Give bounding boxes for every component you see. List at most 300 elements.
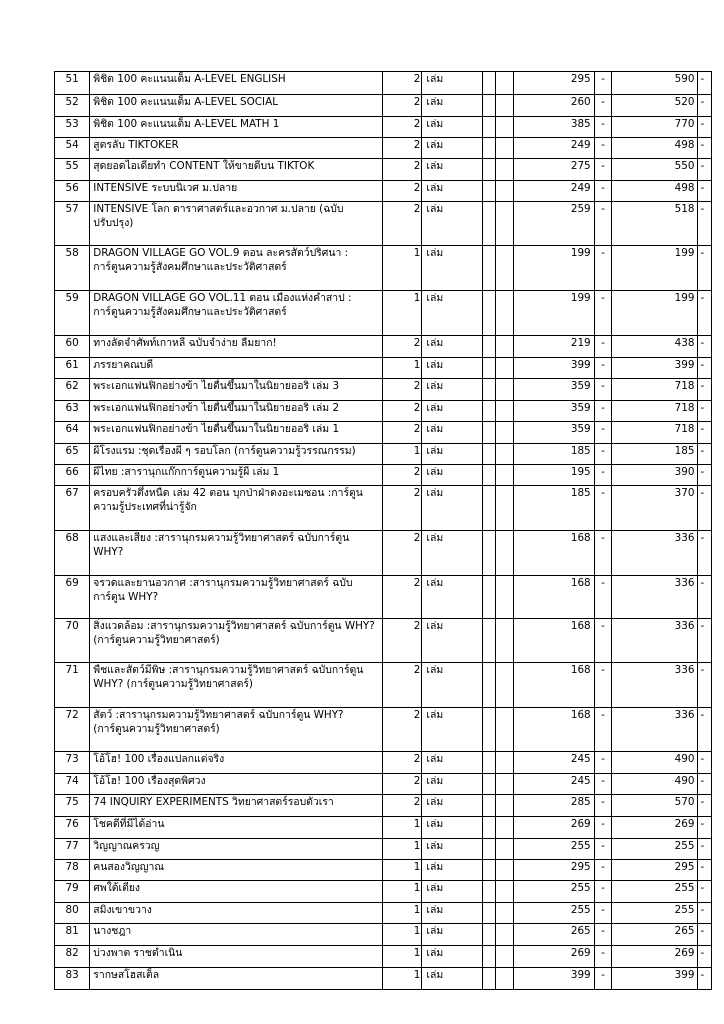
item-price: 168	[513, 531, 594, 576]
item-total: 490	[612, 774, 698, 795]
item-quantity: 2	[382, 795, 421, 817]
item-title: ภรรยาคณบดี	[90, 358, 383, 379]
blank-cell	[496, 95, 514, 117]
blank-cell	[482, 619, 495, 663]
item-price: 285	[513, 795, 594, 817]
blank-cell	[482, 531, 495, 576]
item-quantity: 2	[382, 486, 421, 531]
item-title: INTENSIVE ระบบนิเวศ ม.ปลาย	[90, 181, 383, 202]
item-price: 269	[513, 817, 594, 839]
item-quantity: 2	[382, 576, 421, 619]
item-title: ศพใต้เตียง	[90, 881, 383, 903]
item-quantity: 1	[382, 291, 421, 336]
item-title: พระเอกแฟนฟิกอย่างข้า ไยตื่นขึ้นมาในนิยายออริ เล่ม 1	[90, 422, 383, 444]
item-unit: เล่ม	[422, 619, 482, 663]
blank-cell	[496, 968, 514, 990]
blank-cell	[496, 401, 514, 422]
item-mark: -	[698, 401, 712, 422]
blank-cell	[482, 422, 495, 444]
item-mark: -	[698, 881, 712, 903]
item-price: 359	[513, 401, 594, 422]
item-discount: -	[594, 138, 612, 159]
book-order-table	[54, 71, 712, 990]
blank-cell	[496, 336, 514, 358]
item-total: 520	[612, 95, 698, 117]
item-unit: เล่ม	[422, 774, 482, 795]
table-row	[55, 619, 712, 663]
table-row	[55, 946, 712, 968]
item-total: 269	[612, 946, 698, 968]
item-mark: -	[698, 774, 712, 795]
item-title: ครอบครัวตึ๋งหนืด เล่ม 42 ตอน บุกป่าฝ่าดงอะเมซอน :การ์ตูนความรู้ประเทศที่น่ารู้จัก	[90, 486, 383, 531]
item-total: 255	[612, 903, 698, 924]
item-number: 51	[55, 72, 90, 95]
table-row	[55, 138, 712, 159]
blank-cell	[482, 576, 495, 619]
blank-cell	[482, 138, 495, 159]
item-discount: -	[594, 752, 612, 774]
table-row	[55, 839, 712, 860]
blank-cell	[496, 422, 514, 444]
blank-cell	[482, 117, 495, 138]
item-number: 67	[55, 486, 90, 531]
item-unit: เล่ม	[422, 795, 482, 817]
blank-cell	[496, 465, 514, 486]
item-total: 770	[612, 117, 698, 138]
item-unit: เล่ม	[422, 708, 482, 752]
blank-cell	[496, 839, 514, 860]
table-row	[55, 358, 712, 379]
blank-cell	[482, 663, 495, 708]
item-unit: เล่ม	[422, 291, 482, 336]
blank-cell	[482, 839, 495, 860]
table-row	[55, 379, 712, 401]
table-row	[55, 422, 712, 444]
item-quantity: 2	[382, 159, 421, 181]
item-total: 438	[612, 336, 698, 358]
item-total: 390	[612, 465, 698, 486]
item-number: 68	[55, 531, 90, 576]
item-mark: -	[698, 95, 712, 117]
item-price: 260	[513, 95, 594, 117]
item-mark: -	[698, 202, 712, 246]
table-row	[55, 401, 712, 422]
item-title: โอ้โฮ! 100 เรื่องแปลกแต่จริง	[90, 752, 383, 774]
blank-cell	[496, 860, 514, 881]
item-discount: -	[594, 117, 612, 138]
table-row	[55, 291, 712, 336]
item-mark: -	[698, 465, 712, 486]
item-total: 370	[612, 486, 698, 531]
item-price: 295	[513, 860, 594, 881]
item-discount: -	[594, 924, 612, 946]
item-number: 71	[55, 663, 90, 708]
item-price: 168	[513, 619, 594, 663]
item-number: 83	[55, 968, 90, 990]
item-title: โชคดีที่มีได้อ่าน	[90, 817, 383, 839]
blank-cell	[482, 465, 495, 486]
blank-cell	[496, 531, 514, 576]
item-quantity: 1	[382, 817, 421, 839]
item-price: 199	[513, 291, 594, 336]
table-row	[55, 795, 712, 817]
item-mark: -	[698, 531, 712, 576]
item-discount: -	[594, 181, 612, 202]
item-number: 54	[55, 138, 90, 159]
item-discount: -	[594, 576, 612, 619]
table-row	[55, 531, 712, 576]
item-quantity: 1	[382, 968, 421, 990]
item-number: 74	[55, 774, 90, 795]
table-row	[55, 246, 712, 291]
item-mark: -	[698, 903, 712, 924]
item-unit: เล่ม	[422, 860, 482, 881]
item-mark: -	[698, 181, 712, 202]
item-title: สิ่งแวดล้อม :สารานุกรมความรู้วิทยาศาสตร์ ฉบับการ์ตูน WHY? (การ์ตูนความรู้วิทยาศาสตร์)	[90, 619, 383, 663]
blank-cell	[496, 72, 514, 95]
table-row	[55, 72, 712, 95]
item-mark: -	[698, 379, 712, 401]
item-quantity: 2	[382, 138, 421, 159]
item-number: 78	[55, 860, 90, 881]
item-price: 259	[513, 202, 594, 246]
item-price: 168	[513, 708, 594, 752]
item-number: 60	[55, 336, 90, 358]
blank-cell	[496, 202, 514, 246]
item-quantity: 2	[382, 401, 421, 422]
item-discount: -	[594, 379, 612, 401]
item-unit: เล่ม	[422, 72, 482, 95]
item-number: 77	[55, 839, 90, 860]
item-number: 80	[55, 903, 90, 924]
item-discount: -	[594, 839, 612, 860]
item-title: ทางลัดจำศัพท์เกาหลี ฉบับจำง่าย ลืมยาก!	[90, 336, 383, 358]
item-quantity: 2	[382, 336, 421, 358]
blank-cell	[496, 708, 514, 752]
blank-cell	[496, 881, 514, 903]
item-total: 518	[612, 202, 698, 246]
item-total: 295	[612, 860, 698, 881]
item-title: คนสองวิญญาณ	[90, 860, 383, 881]
item-mark: -	[698, 663, 712, 708]
table-row	[55, 708, 712, 752]
blank-cell	[482, 486, 495, 531]
item-mark: -	[698, 336, 712, 358]
item-total: 490	[612, 752, 698, 774]
item-quantity: 1	[382, 881, 421, 903]
item-number: 53	[55, 117, 90, 138]
table-row	[55, 95, 712, 117]
blank-cell	[482, 708, 495, 752]
item-total: 336	[612, 576, 698, 619]
blank-cell	[496, 181, 514, 202]
blank-cell	[496, 817, 514, 839]
blank-cell	[482, 444, 495, 465]
item-price: 399	[513, 968, 594, 990]
item-number: 72	[55, 708, 90, 752]
item-discount: -	[594, 95, 612, 117]
item-discount: -	[594, 968, 612, 990]
item-discount: -	[594, 486, 612, 531]
item-unit: เล่ม	[422, 924, 482, 946]
blank-cell	[496, 946, 514, 968]
item-number: 75	[55, 795, 90, 817]
item-title: พระเอกแฟนฟิกอย่างข้า ไยตื่นขึ้นมาในนิยายออริ เล่ม 3	[90, 379, 383, 401]
table-row	[55, 576, 712, 619]
blank-cell	[496, 358, 514, 379]
item-title: INTENSIVE โลก ดาราศาสตร์และอวกาศ ม.ปลาย (ฉบับปรับปรุง)	[90, 202, 383, 246]
item-total: 336	[612, 531, 698, 576]
item-unit: เล่ม	[422, 576, 482, 619]
item-price: 219	[513, 336, 594, 358]
blank-cell	[496, 795, 514, 817]
item-mark: -	[698, 246, 712, 291]
item-quantity: 2	[382, 72, 421, 95]
item-discount: -	[594, 291, 612, 336]
blank-cell	[482, 336, 495, 358]
item-price: 359	[513, 379, 594, 401]
item-total: 269	[612, 817, 698, 839]
item-number: 59	[55, 291, 90, 336]
item-total: 570	[612, 795, 698, 817]
item-discount: -	[594, 336, 612, 358]
table-row	[55, 465, 712, 486]
item-title: DRAGON VILLAGE GO VOL.9 ตอน ละครสัตว์ปริศนา : การ์ตูนความรู้สังคมศึกษาและประวัติศาสตร์	[90, 246, 383, 291]
item-mark: -	[698, 358, 712, 379]
item-title: พิชิต 100 คะแนนเต็ม A-LEVEL ENGLISH	[90, 72, 383, 95]
item-number: 57	[55, 202, 90, 246]
item-number: 62	[55, 379, 90, 401]
item-quantity: 2	[382, 181, 421, 202]
item-total: 718	[612, 379, 698, 401]
item-mark: -	[698, 968, 712, 990]
item-quantity: 2	[382, 379, 421, 401]
item-total: 498	[612, 138, 698, 159]
item-discount: -	[594, 860, 612, 881]
blank-cell	[496, 752, 514, 774]
item-total: 336	[612, 663, 698, 708]
item-total: 265	[612, 924, 698, 946]
item-quantity: 2	[382, 422, 421, 444]
item-unit: เล่ม	[422, 401, 482, 422]
table-row	[55, 881, 712, 903]
blank-cell	[496, 619, 514, 663]
item-mark: -	[698, 117, 712, 138]
blank-cell	[496, 246, 514, 291]
item-quantity: 1	[382, 946, 421, 968]
item-title: จรวดและยานอวกาศ :สารานุกรมความรู้วิทยาศาสตร์ ฉบับการ์ตูน WHY?	[90, 576, 383, 619]
table-row	[55, 774, 712, 795]
item-unit: เล่ม	[422, 903, 482, 924]
item-unit: เล่ม	[422, 839, 482, 860]
blank-cell	[482, 817, 495, 839]
blank-cell	[482, 881, 495, 903]
blank-cell	[482, 246, 495, 291]
blank-cell	[482, 774, 495, 795]
item-discount: -	[594, 246, 612, 291]
blank-cell	[496, 774, 514, 795]
item-price: 385	[513, 117, 594, 138]
item-number: 55	[55, 159, 90, 181]
item-price: 168	[513, 576, 594, 619]
item-quantity: 2	[382, 774, 421, 795]
item-unit: เล่ม	[422, 379, 482, 401]
item-discount: -	[594, 903, 612, 924]
item-price: 275	[513, 159, 594, 181]
blank-cell	[482, 72, 495, 95]
item-mark: -	[698, 138, 712, 159]
item-mark: -	[698, 924, 712, 946]
item-price: 255	[513, 839, 594, 860]
item-title: พระเอกแฟนฟิกอย่างข้า ไยตื่นขึ้นมาในนิยายออริ เล่ม 2	[90, 401, 383, 422]
item-total: 255	[612, 839, 698, 860]
item-total: 718	[612, 422, 698, 444]
item-number: 69	[55, 576, 90, 619]
item-discount: -	[594, 795, 612, 817]
item-quantity: 2	[382, 465, 421, 486]
item-price: 265	[513, 924, 594, 946]
item-price: 269	[513, 946, 594, 968]
item-mark: -	[698, 619, 712, 663]
item-price: 399	[513, 358, 594, 379]
item-quantity: 1	[382, 839, 421, 860]
item-price: 249	[513, 181, 594, 202]
item-title: 74 INQUIRY EXPERIMENTS วิทยาศาสตร์รอบตัวเรา	[90, 795, 383, 817]
blank-cell	[482, 795, 495, 817]
item-title: สุดยอดไอเดียทำ CONTENT ให้ขายดีบน TIKTOK	[90, 159, 383, 181]
blank-cell	[482, 924, 495, 946]
item-quantity: 2	[382, 95, 421, 117]
item-title: ผีโรงแรม :ชุดเรื่องผี ๆ รอบโลก (การ์ตูนความรู้วรรณกรรม)	[90, 444, 383, 465]
item-mark: -	[698, 946, 712, 968]
item-number: 73	[55, 752, 90, 774]
blank-cell	[496, 291, 514, 336]
item-discount: -	[594, 663, 612, 708]
item-total: 199	[612, 291, 698, 336]
item-mark: -	[698, 486, 712, 531]
item-discount: -	[594, 619, 612, 663]
blank-cell	[496, 159, 514, 181]
item-price: 245	[513, 752, 594, 774]
item-quantity: 2	[382, 531, 421, 576]
table-row	[55, 860, 712, 881]
item-unit: เล่ม	[422, 465, 482, 486]
item-price: 245	[513, 774, 594, 795]
blank-cell	[496, 117, 514, 138]
item-unit: เล่ม	[422, 444, 482, 465]
item-unit: เล่ม	[422, 422, 482, 444]
item-unit: เล่ม	[422, 117, 482, 138]
item-unit: เล่ม	[422, 358, 482, 379]
blank-cell	[496, 138, 514, 159]
item-total: 498	[612, 181, 698, 202]
blank-cell	[496, 444, 514, 465]
item-title: นางชฎา	[90, 924, 383, 946]
item-price: 168	[513, 663, 594, 708]
item-quantity: 2	[382, 752, 421, 774]
table-row	[55, 903, 712, 924]
item-mark: -	[698, 839, 712, 860]
item-unit: เล่ม	[422, 968, 482, 990]
item-title: สูตรลับ TIKTOKER	[90, 138, 383, 159]
item-total: 399	[612, 358, 698, 379]
item-discount: -	[594, 202, 612, 246]
item-mark: -	[698, 817, 712, 839]
item-mark: -	[698, 444, 712, 465]
blank-cell	[482, 903, 495, 924]
item-title: สมิงเขาขวาง	[90, 903, 383, 924]
item-discount: -	[594, 422, 612, 444]
item-title: พิชิต 100 คะแนนเต็ม A-LEVEL SOCIAL	[90, 95, 383, 117]
item-price: 185	[513, 486, 594, 531]
item-number: 70	[55, 619, 90, 663]
item-title: แสงและเสียง :สารานุกรมความรู้วิทยาศาสตร์ ฉบับการ์ตูน WHY?	[90, 531, 383, 576]
item-mark: -	[698, 72, 712, 95]
item-unit: เล่ม	[422, 138, 482, 159]
table-row	[55, 336, 712, 358]
item-unit: เล่ม	[422, 159, 482, 181]
item-total: 399	[612, 968, 698, 990]
item-discount: -	[594, 465, 612, 486]
item-price: 295	[513, 72, 594, 95]
item-title: บ่วงพาต ราชดำเนิน	[90, 946, 383, 968]
item-discount: -	[594, 401, 612, 422]
item-unit: เล่ม	[422, 486, 482, 531]
item-unit: เล่ม	[422, 946, 482, 968]
item-title: รากษสโฮสเต็ล	[90, 968, 383, 990]
item-quantity: 2	[382, 117, 421, 138]
blank-cell	[482, 202, 495, 246]
item-quantity: 2	[382, 202, 421, 246]
table-row	[55, 486, 712, 531]
table-row	[55, 117, 712, 138]
item-price: 185	[513, 444, 594, 465]
item-unit: เล่ม	[422, 336, 482, 358]
item-title: ผีไทย :สารานุกแก๊กการ์ตูนความรู้ผี เล่ม 1	[90, 465, 383, 486]
item-unit: เล่ม	[422, 246, 482, 291]
table-row	[55, 159, 712, 181]
item-price: 255	[513, 881, 594, 903]
blank-cell	[496, 663, 514, 708]
item-title: พืชและสัตว์มีพิษ :สารานุกรมความรู้วิทยาศาสตร์ ฉบับการ์ตูน WHY? (การ์ตูนความรู้วิทยาศาสตร์)	[90, 663, 383, 708]
table-row	[55, 663, 712, 708]
item-price: 195	[513, 465, 594, 486]
item-mark: -	[698, 708, 712, 752]
blank-cell	[482, 968, 495, 990]
item-number: 81	[55, 924, 90, 946]
blank-cell	[496, 924, 514, 946]
table-row	[55, 444, 712, 465]
item-number: 82	[55, 946, 90, 968]
item-discount: -	[594, 444, 612, 465]
item-quantity: 1	[382, 860, 421, 881]
item-number: 76	[55, 817, 90, 839]
item-quantity: 1	[382, 358, 421, 379]
item-discount: -	[594, 159, 612, 181]
item-unit: เล่ม	[422, 752, 482, 774]
item-discount: -	[594, 774, 612, 795]
item-total: 718	[612, 401, 698, 422]
table-row	[55, 181, 712, 202]
item-title: วิญญาณครวญ	[90, 839, 383, 860]
item-discount: -	[594, 72, 612, 95]
item-title: DRAGON VILLAGE GO VOL.11 ตอน เมืองแห่งคำสาป : การ์ตูนความรู้สังคมศึกษาและประวัติศาสตร์	[90, 291, 383, 336]
table-row	[55, 924, 712, 946]
item-total: 550	[612, 159, 698, 181]
blank-cell	[496, 903, 514, 924]
blank-cell	[482, 379, 495, 401]
item-discount: -	[594, 817, 612, 839]
